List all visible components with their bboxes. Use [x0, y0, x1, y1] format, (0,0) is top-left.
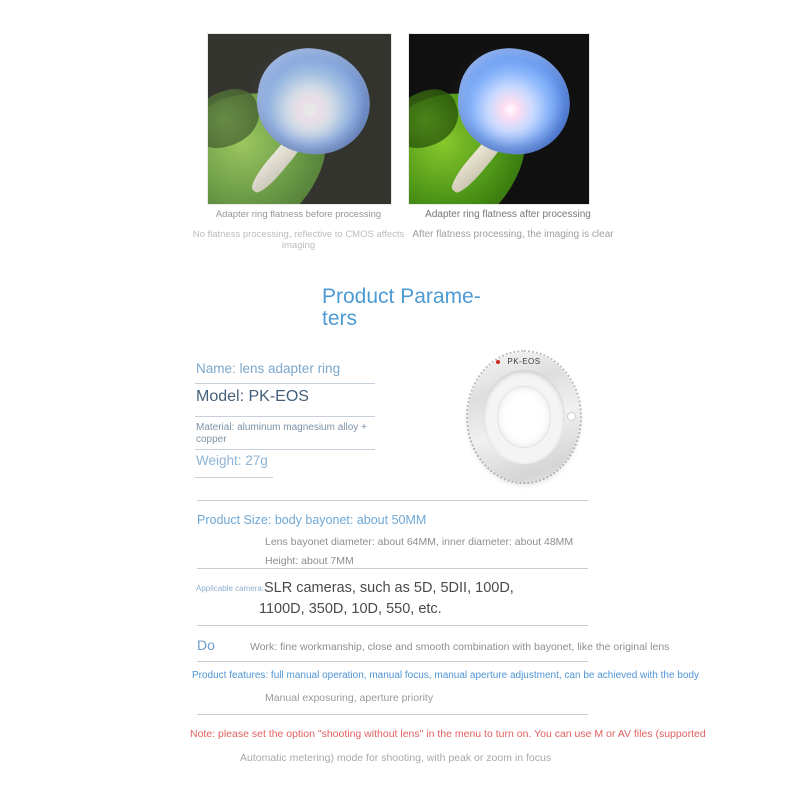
- product-size-detail-1: Lens bayonet diameter: about 64MM, inner diameter: about 48MM: [265, 536, 574, 548]
- section-divider: [197, 568, 588, 569]
- do-label: Do: [197, 637, 215, 653]
- before-photo-caption: Adapter ring flatness before processing: [215, 209, 382, 220]
- product-features-line2: Manual exposuring, aperture priority: [265, 692, 434, 704]
- usage-note-line2: Automatic metering) mode for shooting, with peak or zoom in focus: [240, 752, 552, 764]
- field-underline: [195, 416, 375, 417]
- ring-center-hole: [497, 386, 550, 448]
- section-divider: [197, 714, 588, 715]
- usage-note-line1: Note: please set the option "shooting without lens" in the menu to turn on. You can use M or AV files (supported: [190, 728, 706, 740]
- applicable-camera-line1: SLR cameras, such as 5D, 5DII, 100D,: [264, 580, 514, 596]
- product-size-detail-2: Height: about 7MM: [265, 555, 354, 567]
- applicable-camera-line2: 1100D, 350D, 10D, 550, etc.: [259, 601, 442, 617]
- spec-material: Material: aluminum magnesium alloy + copper: [196, 422, 367, 445]
- product-size-heading: Product Size: body bayonet: about 50MM: [197, 513, 427, 527]
- ring-red-index-dot: [496, 360, 500, 364]
- spec-weight: Weight: 27g: [196, 453, 268, 468]
- spec-model: Model: PK-EOS: [196, 388, 309, 405]
- adapter-ring-image: [466, 350, 582, 484]
- product-features-line1: Product features: full manual operation, manual focus, manual aperture adjustment, can be achieved with the body: [192, 670, 699, 681]
- flower-scene-before: [208, 34, 391, 204]
- after-photo-subcaption: After flatness processing, the imaging is clear: [412, 229, 614, 240]
- before-photo-subcaption: No flatness processing, reflective to CMOS affects imaging: [192, 229, 405, 251]
- applicable-camera-label: Applicable camera:: [196, 584, 265, 593]
- field-underline: [195, 383, 375, 384]
- page-title-line2: ters: [322, 307, 358, 330]
- after-processing-photo: [408, 33, 590, 205]
- workmanship-text: Work: fine workmanship, close and smooth combination with bayonet, like the original lens: [250, 641, 670, 653]
- before-processing-photo: [207, 33, 392, 205]
- section-divider: [197, 500, 588, 501]
- page-title: [322, 286, 481, 330]
- section-divider: [197, 661, 588, 662]
- page-title-line1: Product Parame-: [322, 285, 481, 308]
- flower-scene-after: [409, 34, 589, 204]
- section-divider: [197, 625, 588, 626]
- after-photo-caption: Adapter ring flatness after processing: [425, 209, 591, 220]
- ring-screw-hole: [567, 412, 576, 421]
- field-underline: [195, 477, 273, 478]
- ring-engraving-label: PK-EOS: [507, 357, 541, 366]
- field-underline: [195, 449, 375, 450]
- spec-name: Name: lens adapter ring: [196, 361, 341, 376]
